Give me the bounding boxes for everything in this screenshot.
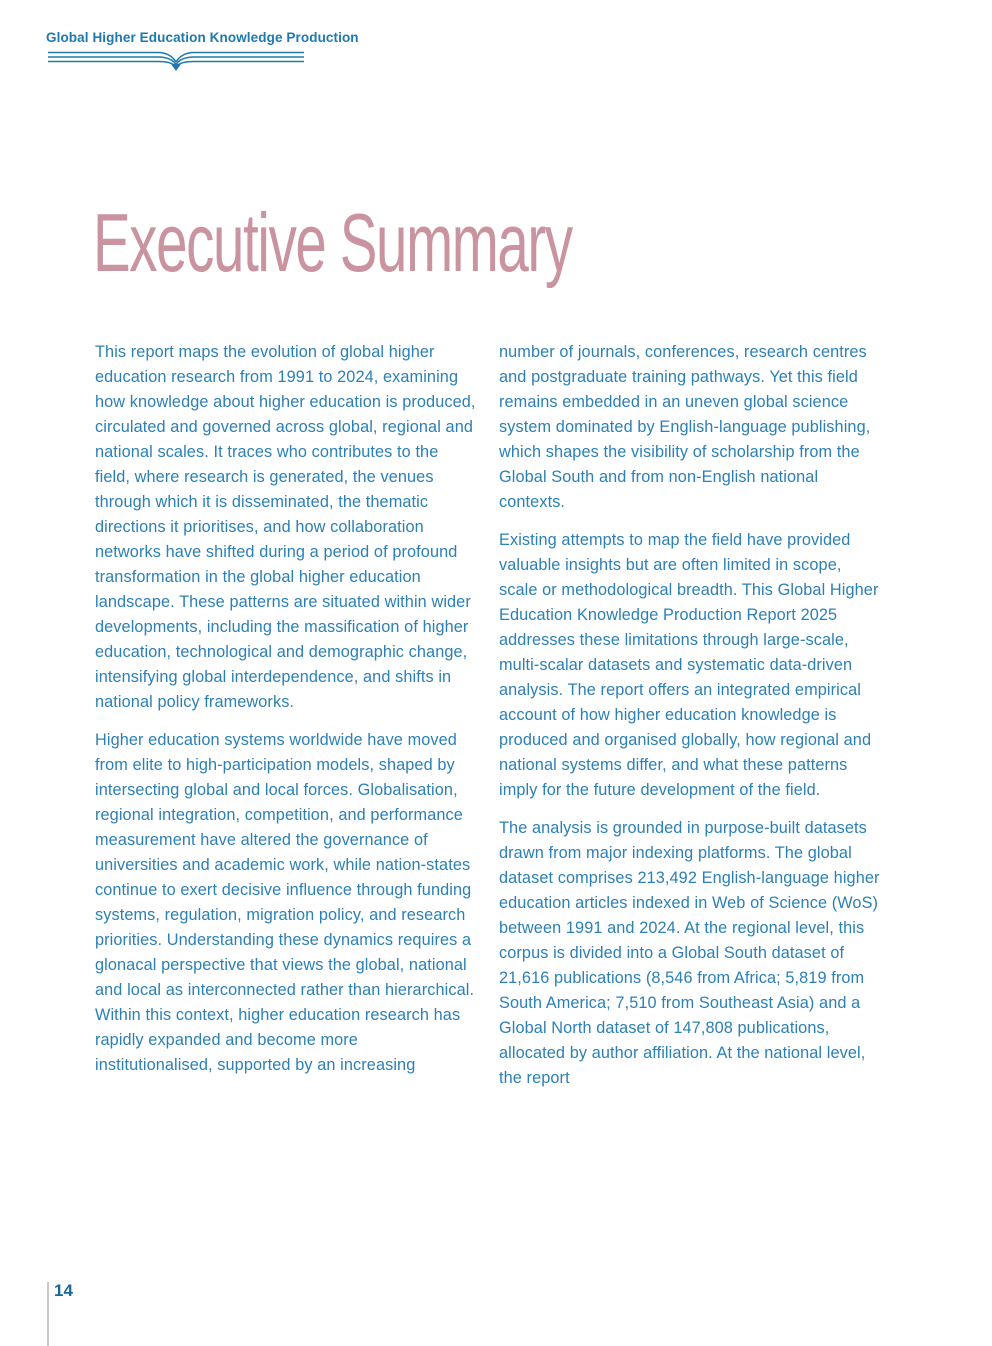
body-columns <box>95 340 881 1104</box>
body-paragraph: This report maps the evolution of global higher education research from 1991 to 2024, examining how knowledge about higher education is produced, circulated and governed across global, regional and national scales. It traces who contributes to the field, where research is generated, the venues through which it is disseminated, the thematic directions it prioritises, and how collaboration networks have shifted during a period of profound transformation in the global higher education landscape. These patterns are situated within wider developments, including the massification of higher education, technological and demographic change, intensifying global interdependence, and shifts in national policy frameworks. <box>95 343 476 711</box>
open-book-icon <box>46 50 306 72</box>
right-column <box>499 340 881 1104</box>
body-paragraph: number of journals, conferences, research centres and postgraduate training pathways. Yet this field remains embedded in an uneven global science system dominated by English-language publishing, which shapes the visibility of scholarship from the Global South and from non-English national contexts. <box>499 343 871 511</box>
body-paragraph: Higher education systems worldwide have moved from elite to high-participation models, shaped by intersecting global and local forces. Globalisation, regional integration, competition, and performance measurement have altered the governance of universities and academic work, while nation-states continue to exert decisive influence through funding systems, regulation, migration policy, and research priorities. Understanding these dynamics requires a glonacal perspective that views the global, national and local as interconnected rather than hierarchical. Within this context, higher education research has rapidly expanded and become more institutionalised, supported by an increasing <box>95 731 475 1074</box>
page-number: 14 <box>54 1281 73 1300</box>
brand-title: Global Higher Education Knowledge Production <box>46 30 359 45</box>
body-paragraph: The analysis is grounded in purpose-built datasets drawn from major indexing platforms. The global dataset comprises 213,492 English-language higher education articles indexed in Web of Science (WoS) between 1991 and 2024. At the regional level, this corpus is divided into a Global South dataset of 21,616 publications (8,546 from Africa; 5,819 from South America; 7,510 from Southeast Asia) and a Global North dataset of 147,808 publications, allocated by author affiliation. At the national level, the report <box>499 819 880 1087</box>
left-column <box>95 340 477 1104</box>
page-header <box>46 30 359 72</box>
page-title: Executive Summary <box>93 196 572 289</box>
body-paragraph: Existing attempts to map the field have provided valuable insights but are often limited in scope, scale or methodological breadth. This Global Higher Education Knowledge Production Report 2025 addresses these limitations through large-scale, multi-scalar datasets and systematic data-driven analysis. The report offers an integrated empirical account of how higher education knowledge is produced and organised globally, how regional and national systems differ, and what these patterns imply for the future development of the field. <box>499 531 879 799</box>
footer-rule <box>47 1282 49 1346</box>
